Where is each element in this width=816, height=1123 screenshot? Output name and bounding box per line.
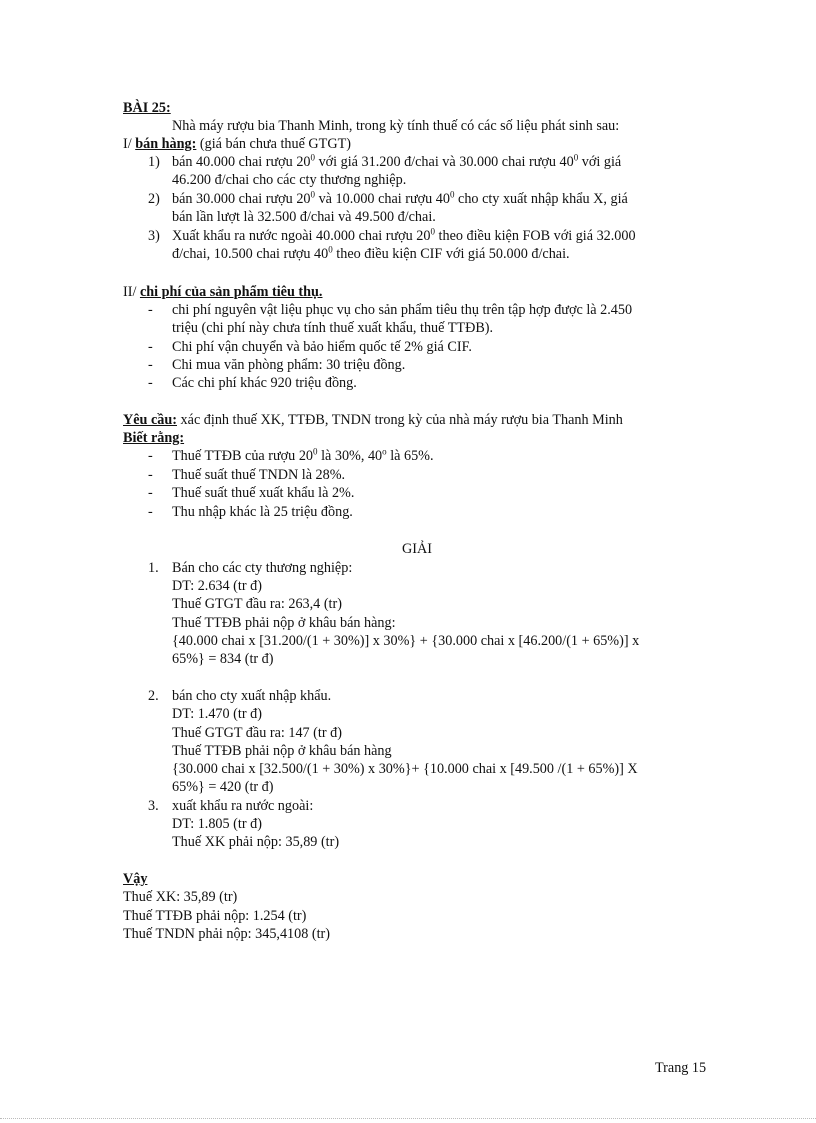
solution-head: Bán cho các cty thương nghiệp:	[172, 560, 353, 576]
page-divider	[0, 1118, 816, 1119]
solution-line: Thuế XK phải nộp: 35,89 (tr)	[172, 834, 340, 850]
solution-line: Thuế GTGT đầu ra: 263,4 (tr)	[172, 596, 342, 612]
solution-num: 3.	[148, 798, 159, 814]
sale-item-line: bán 30.000 chai rượu $20^0$ và 10.000 chai rượu $40^0$ cho cty xuất nhập khẩu X, giá	[172, 189, 628, 207]
bullet-dash: -	[148, 357, 153, 373]
solution-line: {40.000 chai x [31.200/(1 + 30%)] x 30%} + {30.000 chai x [46.200/(1 + 65%)] x	[172, 633, 640, 649]
sale-item-line: đ/chai, 10.500 chai rượu $40^0$ theo điều kiện CIF với giá 50.000 đ/chai.	[172, 244, 570, 262]
known-item: Thuế suất thuế xuất khẩu là 2%.	[172, 485, 355, 501]
conclusion-line: Thuế TTĐB phải nộp: 1.254 (tr)	[123, 908, 307, 924]
bullet-dash: -	[148, 448, 153, 464]
sale-item-line: Xuất khẩu ra nước ngoài 40.000 chai rượu $20^0$ theo điều kiện FOB với giá 32.000	[172, 226, 636, 244]
cost-item-line: Chi mua văn phòng phẩm: 30 triệu đồng.	[172, 357, 406, 373]
section2-heading: II/ chi phí của sản phẩm tiêu thụ.	[123, 284, 323, 300]
known-label: Biết rằng:	[123, 430, 185, 446]
solution-line: Thuế TTĐB phải nộp ở khâu bán hàng	[172, 743, 392, 759]
page-number: Trang 15	[655, 1060, 707, 1076]
cost-item-line: chi phí nguyên vật liệu phục vụ cho sản phẩm tiêu thụ trên tập hợp được là 2.450	[172, 302, 633, 318]
bullet-dash: -	[148, 504, 153, 520]
section1-heading: I/ bán hàng: (giá bán chưa thuế GTGT)	[123, 136, 351, 152]
sale-item-line: bán 40.000 chai rượu $20^0$ với giá 31.200 đ/chai và 30.000 chai rượu $40^0$ với giá	[172, 152, 622, 170]
solution-num: 2.	[148, 688, 159, 704]
sale-item-num: 1)	[148, 154, 160, 170]
solution-line: 65%} = 420 (tr đ)	[172, 779, 274, 795]
bullet-dash: -	[148, 485, 153, 501]
bullet-dash: -	[148, 375, 153, 391]
cost-item-line: Các chi phí khác 920 triệu đồng.	[172, 375, 357, 391]
solution-line: DT: 1.470 (tr đ)	[172, 706, 262, 722]
solution-head: bán cho cty xuất nhập khẩu.	[172, 688, 332, 704]
bullet-dash: -	[148, 339, 153, 355]
solution-title: GIẢI	[402, 541, 432, 557]
bullet-dash: -	[148, 467, 153, 483]
known-item: Thuế suất thuế TNDN là 28%.	[172, 467, 346, 483]
solution-num: 1.	[148, 560, 159, 576]
cost-item-line: triệu (chi phí này chưa tính thuế xuất khẩu, thuế TTĐB).	[172, 320, 494, 336]
solution-line: 65%} = 834 (tr đ)	[172, 651, 274, 667]
conclusion-line: Thuế TNDN phải nộp: 345,4108 (tr)	[123, 926, 331, 942]
sale-item-num: 3)	[148, 228, 160, 244]
solution-line: {30.000 chai x [32.500/(1 + 30%) x 30%}+ {10.000 chai x [49.500 /(1 + 65%)] X	[172, 761, 638, 777]
solution-line: DT: 1.805 (tr đ)	[172, 816, 262, 832]
sale-item-line: bán lần lượt là 32.500 đ/chai và 49.500 đ/chai.	[172, 209, 436, 225]
known-item: Thuế TTĐB của rượu $20^0$ là 30%, 40$^o$ là 65%.	[172, 446, 434, 464]
sale-item-num: 2)	[148, 191, 160, 207]
exercise-title: BÀI 25:	[123, 100, 171, 116]
solution-head: xuất khẩu ra nước ngoài:	[172, 798, 314, 814]
cost-item-line: Chi phí vận chuyển và bảo hiểm quốc tế 2% giá CIF.	[172, 339, 472, 355]
bullet-dash: -	[148, 302, 153, 318]
sale-item-line: 46.200 đ/chai cho các cty thương nghiệp.	[172, 172, 407, 188]
intro-text: Nhà máy rượu bia Thanh Minh, trong kỳ tính thuế có các số liệu phát sinh sau:	[172, 118, 620, 134]
requirement: Yêu cầu: xác định thuế XK, TTĐB, TNDN trong kỳ của nhà máy rượu bia Thanh Minh	[123, 412, 623, 428]
solution-line: Thuế TTĐB phải nộp ở khâu bán hàng:	[172, 615, 396, 631]
known-item: Thu nhập khác là 25 triệu đồng.	[172, 504, 353, 520]
conclusion-line: Thuế XK: 35,89 (tr)	[123, 889, 238, 905]
solution-line: DT: 2.634 (tr đ)	[172, 578, 262, 594]
solution-line: Thuế GTGT đầu ra: 147 (tr đ)	[172, 725, 342, 741]
conclusion-label: Vậy	[123, 871, 148, 887]
